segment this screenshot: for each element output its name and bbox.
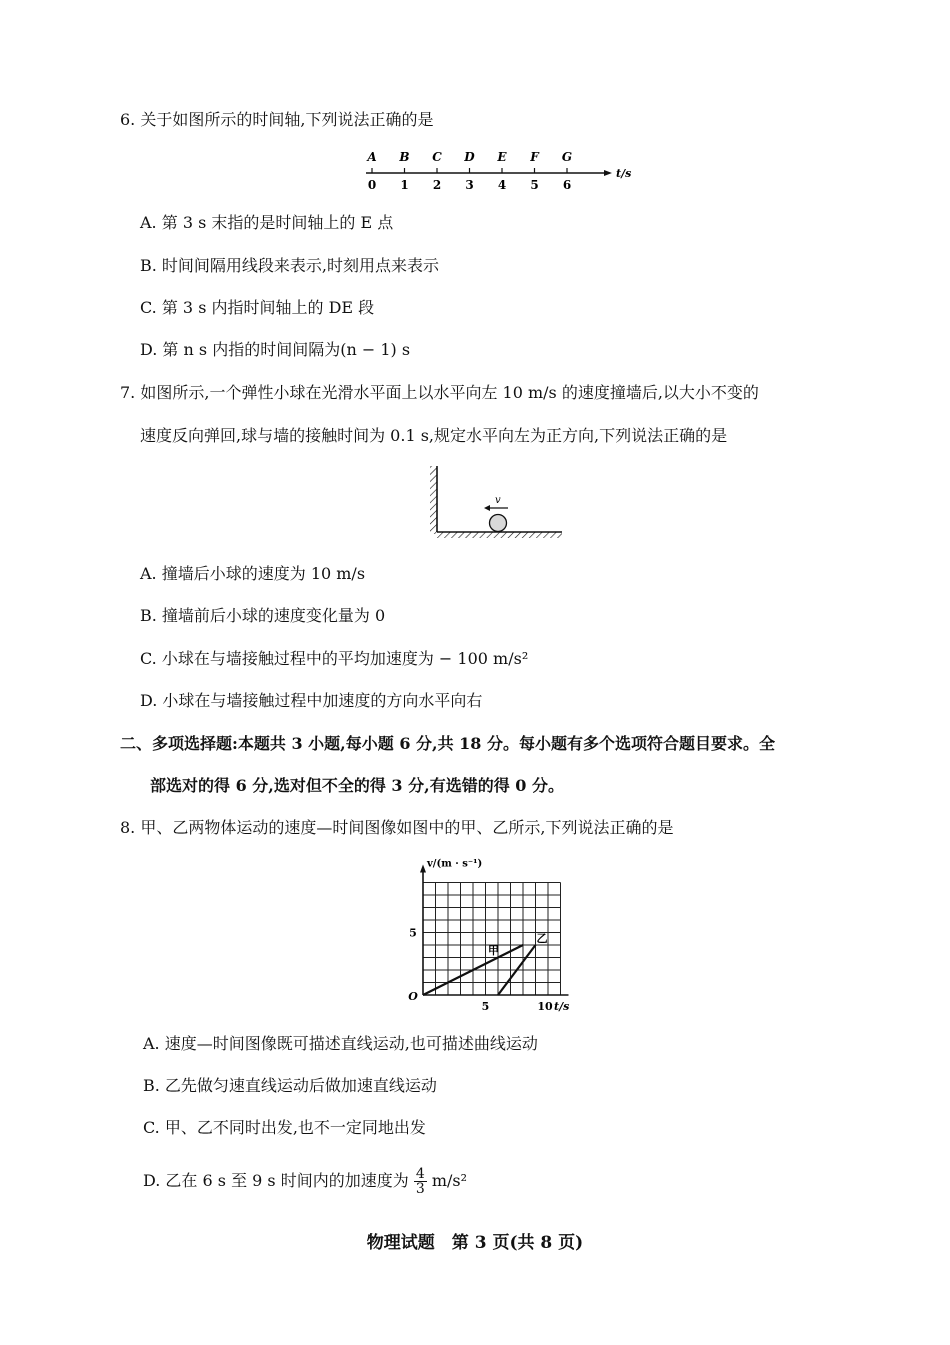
timeline-point-label: B	[399, 150, 410, 164]
q7-stem-line2: 速度反向弹回,球与墙的接触时间为 0.1 s,规定水平向左为正方向,下列说法正确的是	[140, 426, 728, 445]
x-axis-label: t/s	[554, 1000, 570, 1013]
timeline-tick-label: 3	[465, 178, 474, 192]
section2-heading-line2: 部选对的得 6 分,选对但不全的得 3 分,有选错的得 0 分。	[150, 776, 564, 795]
fraction	[414, 1167, 427, 1196]
y-axis-arrow	[420, 865, 426, 873]
timeline-tick-label: 2	[432, 178, 442, 192]
q6-option-b: B. 时间间隔用线段来表示,时刻用点来表示	[140, 256, 440, 275]
timeline-point-label: F	[530, 150, 539, 164]
q8-option-d	[143, 1166, 467, 1196]
series-label: 甲	[488, 944, 499, 957]
timeline-tick-label: 0	[367, 178, 377, 192]
timeline-axis-label: t/s	[616, 167, 632, 180]
timeline-tick-label: 1	[400, 178, 409, 192]
q6-option-d: D. 第 n s 内指的时间间隔为(n − 1) s	[140, 340, 411, 359]
page-footer: 物理试题 第 3 页(共 8 页)	[366, 1233, 584, 1253]
q6-option-c: C. 第 3 s 内指时间轴上的 DE 段	[140, 298, 375, 317]
q6-stem: 6. 关于如图所示的时间轴,下列说法正确的是	[120, 110, 434, 129]
section2-heading-line1: 二、多项选择题:本题共 3 小题,每小题 6 分,共 18 分。每小题有多个选项符合题目要求。全	[120, 734, 776, 753]
fraction-numerator: 4	[415, 1166, 425, 1182]
q7-option-c: C. 小球在与墙接触过程中的平均加速度为 − 100 m/s²	[140, 649, 529, 668]
timeline-arrow	[604, 170, 612, 176]
fraction-denominator: 3	[415, 1181, 425, 1197]
q8-option-d-unit: m/s²	[431, 1171, 468, 1190]
origin-label: O	[408, 990, 418, 1003]
timeline-point-label: A	[367, 150, 377, 164]
y-tick-label: 5	[409, 926, 417, 940]
velocity-label: v	[495, 495, 501, 506]
wall-ball-figure	[428, 462, 568, 542]
timeline-point-label: G	[561, 150, 573, 164]
q7-option-d: D. 小球在与墙接触过程中加速度的方向水平向右	[140, 691, 483, 710]
q7-option-b: B. 撞墙前后小球的速度变化量为 0	[140, 606, 386, 625]
q8-stem: 8. 甲、乙两物体运动的速度—时间图像如图中的甲、乙所示,下列说法正确的是	[120, 818, 674, 837]
timeline-tick-label: 4	[497, 178, 507, 192]
timeline-point-label: C	[432, 150, 442, 164]
timeline-tick-label: 6	[562, 178, 572, 192]
x-tick-label: 5	[481, 1000, 490, 1013]
q7-stem-line1: 7. 如图所示,一个弹性小球在光滑水平面上以水平向左 10 m/s 的速度撞墙后,以大小不变的	[120, 383, 759, 402]
series-label: 乙	[536, 932, 548, 945]
q8-option-a: A. 速度—时间图像既可描述直线运动,也可描述曲线运动	[143, 1034, 538, 1053]
q6-option-a: A. 第 3 s 末指的是时间轴上的 E 点	[140, 213, 394, 232]
timeline-point-label: E	[497, 150, 507, 164]
y-axis-label: v/(m · s⁻¹)	[427, 858, 483, 870]
timeline-tick-label: 5	[530, 178, 539, 192]
vt-graph	[405, 855, 605, 1015]
q8-option-b: B. 乙先做匀速直线运动后做加速直线运动	[143, 1076, 437, 1095]
timeline-figure	[358, 147, 638, 192]
q8-option-c: C. 甲、乙不同时出发,也不一定同地出发	[143, 1118, 426, 1137]
x-tick-label: 10	[537, 1000, 553, 1013]
q8-option-d-text: D. 乙在 6 s 至 9 s 时间内的加速度为	[143, 1171, 409, 1190]
ball	[490, 515, 507, 532]
timeline-point-label: D	[464, 150, 475, 164]
q7-option-a: A. 撞墙后小球的速度为 10 m/s	[140, 564, 366, 583]
